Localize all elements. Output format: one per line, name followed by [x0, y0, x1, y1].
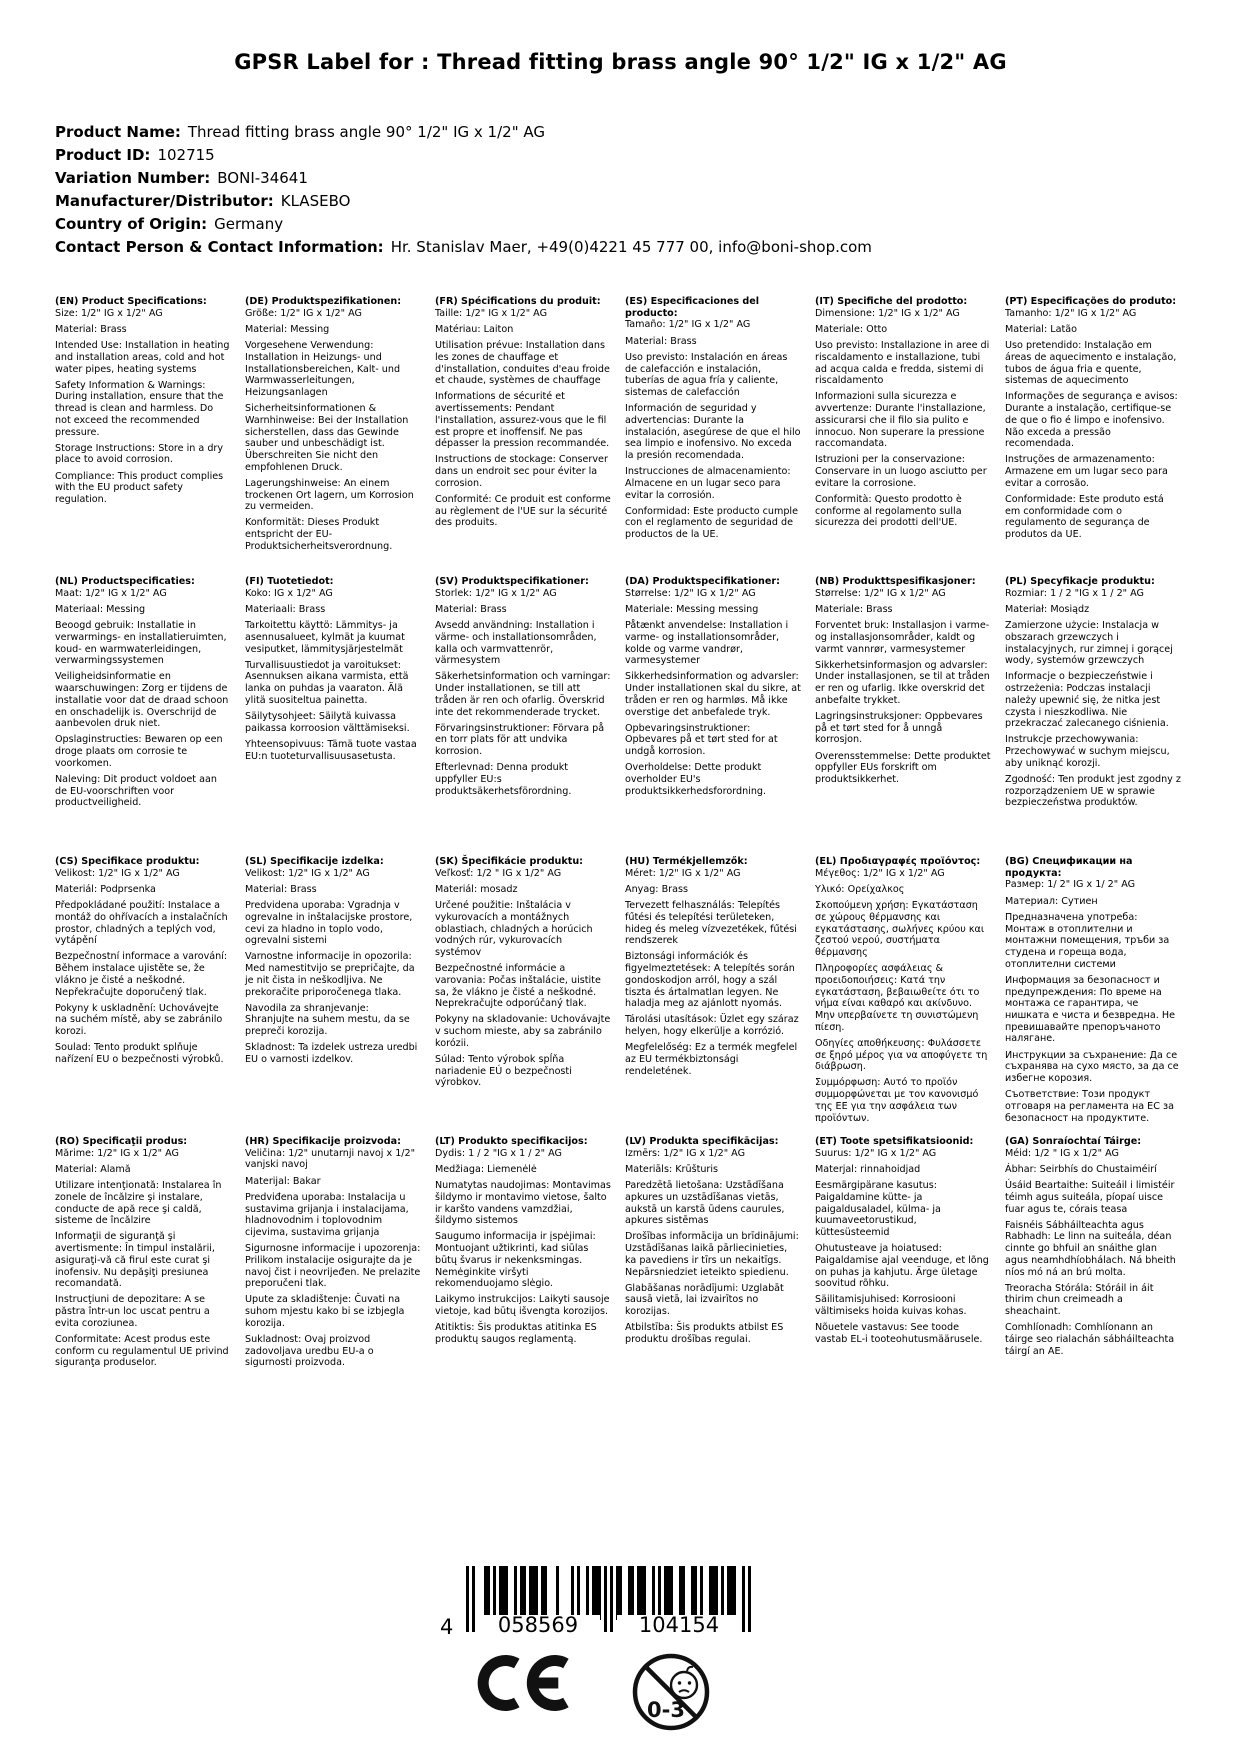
certification-marks: [471, 1652, 711, 1732]
block-paragraph: Υλικό: Ορείχαλκος: [815, 883, 905, 895]
block-paragraph: Sicherheitsinformationen & Warnhinweise: Bei der Installation sicherstellen, dass das Gewinde sauber und unbeschädigt ist. Überschreiten Sie nicht den empfohlenen Druck.: [245, 403, 409, 473]
barcode-right-digits: 104154: [617, 1615, 741, 1636]
block-paragraph: Určené použitie: Inštalácia v vykurovacích a montážnych oblastiach, chladných a horúcich vodných rúr, vykurovacích systémov: [435, 900, 593, 958]
block-paragraph: Conformitate: Acest produs este conform cu regulamentul UE privind siguranţa produselor.: [55, 1334, 229, 1369]
block-paragraph: Инструкции за съхранение: Да се съхранява на сухо място, за да се избегне корозия.: [1005, 1049, 1179, 1084]
product-info-row: [55, 190, 1241, 213]
block-paragraph: Predvidena uporaba: Vgradnja v ogrevalne in inštalacijske prostore, cevi za hladno in toplo vodo, ogrevalni sistemi: [245, 900, 413, 947]
block-paragraph: Material: Brass: [55, 323, 127, 335]
block-header: (NB) Produkttspesifikasjoner:: [815, 576, 976, 587]
lang-block-sl: [245, 856, 421, 1136]
product-info-label: Contact Person & Contact Information:: [55, 238, 384, 256]
language-specifications-grid: [55, 296, 1181, 1369]
lang-block-nb: [815, 576, 991, 856]
block-paragraph: Materiale: Brass: [815, 603, 893, 615]
block-paragraph: Material: Latão: [1005, 323, 1077, 335]
ce-mark-icon: [471, 1652, 571, 1714]
block-paragraph: Tarkoitettu käyttö: Lämmitys- ja asennusalueet, kylmät ja kuumat vesiputket, lämmitysjärjestelmät: [245, 620, 405, 655]
lang-block-hr: [245, 1136, 421, 1369]
block-paragraph: Safety Information & Warnings: During installation, ensure that the thread is clean and harmless. Do not exceed the recommended pressure.: [55, 379, 224, 438]
block-header: (EN) Product Specifications:: [55, 296, 207, 307]
block-paragraph: Varnostne informacije in opozorila: Med namestitvijo se prepričajte, da je nit čista in neškodljiva. Ne prekoračite priporočenega tlaka.: [245, 951, 415, 998]
block-paragraph: Beoogd gebruik: Installatie in verwarmings- en installatieruimten, koud- en warmwaterleidingen, verwarmingssystemen: [55, 620, 227, 667]
block-paragraph: Información de seguridad y advertencias: Durante la instalación, asegúrese de que el hilo sea limpio e inofensivo. No exceda la presión recomendada.: [625, 403, 801, 461]
block-paragraph: Eesmärgipärane kasutus: Paigaldamine kütte- ja paigaldusaladel, külma- ja kuumaveetorustikud, küttesüsteemid: [815, 1180, 941, 1238]
block-paragraph: Matériau: Laiton: [435, 323, 514, 335]
block-paragraph: Naleving: Dit product voldoet aan de EU-voorschriften voor productveiligheid.: [55, 774, 217, 809]
block-paragraph: Storage Instructions: Store in a dry place to avoid corrosion.: [55, 442, 224, 466]
product-info-value: Hr. Stanislav Maer, +49(0)4221 45 777 00, info@boni-shop.com: [390, 238, 872, 256]
block-paragraph: Säilitamisjuhised: Korrosiooni vältimiseks hoida kuivas kohas.: [815, 1294, 967, 1318]
block-paragraph: Säilytysohjeet: Säilytä kuivassa paikassa korroosion välttämiseksi.: [245, 711, 410, 734]
block-paragraph: Overensstemmelse: Dette produktet oppfyller EUs forskrift om produktsikkerhet.: [815, 750, 991, 786]
block-paragraph: Materiaal: Messing: [55, 603, 146, 615]
block-paragraph: Instructions de stockage: Conserver dans un endroit sec pour éviter la corrosion.: [435, 454, 608, 489]
block-paragraph: Avsedd användning: Installation i värme- och installationsområden, kalla och varmvattenrör, värmesystem: [435, 620, 597, 667]
block-paragraph: Uso previsto: Installazione in aree di riscaldamento e installazione, tubi ad acqua calda e fredda, sistemi di riscaldamento: [815, 340, 990, 387]
block-header: (IT) Specifiche del prodotto:: [815, 296, 968, 307]
block-paragraph: Veľkosť: 1/2 " IG x 1/2" AG: [435, 867, 562, 879]
block-paragraph: Mărime: 1/2" IG x 1/2" AG: [55, 1147, 179, 1159]
block-paragraph: Съответствие: Този продукт отговаря на регламента на ЕС за безопасност на продуктите.: [1005, 1089, 1174, 1124]
block-paragraph: Размер: 1/ 2" IG x 1/ 2" AG: [1005, 879, 1136, 891]
block-paragraph: Informazioni sulla sicurezza e avvertenze: Durante l'installazione, assicurarsi che il filo sia pulito e innocuo. Non superare la pressione raccomandata.: [815, 391, 986, 450]
block-paragraph: Paredzētā lietošana: Uzstādīšana apkures un uzstādīšanas vietās, aukstā un karstā ūdens caurules, apkures sistēmas: [625, 1180, 785, 1227]
block-header: (NL) Productspecificaties:: [55, 576, 195, 587]
block-paragraph: Sigurnosne informacije i upozorenja: Prilikom instalacije osigurajte da je navoj čist i neovrijeđen. Ne prelazite preporučeni tlak.: [245, 1243, 421, 1290]
product-info-label: Variation Number:: [55, 169, 211, 187]
block-paragraph: Material: Brass: [435, 603, 507, 615]
block-paragraph: Saugumo informacija ir įspėjimai: Montuojant užtikrinti, kad siūlas būtų švarus ir nekenksmingas. Nemėginkite viršyti rekomenduojamo slėgio.: [435, 1231, 596, 1290]
block-paragraph: Rozmiar: 1 / 2 "IG x 1 / 2" AG: [1005, 587, 1144, 599]
age-warning-0-3-icon: [631, 1652, 711, 1732]
block-paragraph: Sikkerhedsinformation og advarsler: Under installationen skal du sikre, at tråden er ren og harmløs. Må ikke overstige det anbefalede tryk.: [625, 671, 801, 718]
barcode-left-digits: 058569: [476, 1615, 600, 1636]
lang-block-ro: [55, 1136, 231, 1369]
lang-block-fr: [435, 296, 611, 576]
lang-block-lt: [435, 1136, 611, 1369]
block-paragraph: Intended Use: Installation in heating and installation areas, cold and hot water pipes, heating systems: [55, 340, 230, 375]
block-paragraph: Méret: 1/2" IG x 1/2" AG: [625, 867, 741, 879]
block-header: (RO) Specificaţii produs:: [55, 1136, 188, 1147]
block-paragraph: Materiál: Podprsenka: [55, 883, 156, 895]
block-paragraph: Pokyny k uskladnění: Uchovávejte na suchém místě, aby se zabránilo korozi.: [55, 1002, 223, 1038]
product-info-row: [55, 121, 1241, 144]
block-paragraph: Drošības informācija un brīdinājumi: Uzstādīšanas laikā pārliecinieties, ka pavediens ir tīrs un nekaitīgs. Nepārsniedziet ieteikto spiedienu.: [625, 1231, 799, 1278]
block-paragraph: Maat: 1/2" IG x 1/2" AG: [55, 587, 167, 599]
block-paragraph: Material: Messing: [245, 323, 330, 335]
block-paragraph: Materjal: rinnahoidjad: [815, 1163, 921, 1175]
block-paragraph: Instrukcje przechowywania: Przechowywać w suchym miejscu, aby uniknąć korozji.: [1005, 734, 1170, 769]
block-header: (CS) Specifikace produktu:: [55, 856, 200, 867]
lang-block-da: [625, 576, 801, 856]
block-paragraph: Conformité: Ce produit est conforme au règlement de l'UE sur la sécurité des produits.: [435, 494, 611, 529]
block-paragraph: Tárolási utasítások: Üzlet egy száraz helyen, hogy elkerülje a korrózió.: [625, 1014, 799, 1038]
lang-block-fi: [245, 576, 421, 856]
block-header: (LT) Produkto specifikacijos:: [435, 1136, 588, 1147]
lang-block-cs: [55, 856, 231, 1136]
lang-block-pl: [1005, 576, 1181, 856]
block-paragraph: Sukladnost: Ovaj proizvod zadovoljava uredbu EU-a o sigurnosti proizvoda.: [245, 1334, 374, 1369]
block-paragraph: Material: Brass: [625, 335, 697, 347]
block-paragraph: Suurus: 1/2" IG x 1/2" AG: [815, 1147, 937, 1159]
block-paragraph: Glabāšanas norādījumi: Uzglabāt sausā vietā, lai izvairītos no korozijas.: [625, 1282, 784, 1318]
product-info-section: [55, 121, 1241, 259]
product-info-row: [55, 236, 1241, 259]
block-paragraph: Uso previsto: Instalación en áreas de calefacción e instalación, tuberías de agua fría y caliente, sistemas de calefacción: [625, 351, 788, 398]
block-paragraph: Σκοπούμενη χρήση: Εγκατάσταση σε χώρους θέρμανσης και εγκατάστασης, σωλήνες κρύου και ζεστού νερού, συστήματα θέρμανσης: [815, 900, 985, 958]
block-paragraph: Koko: IG x 1/2" AG: [245, 587, 333, 599]
lang-block-de: [245, 296, 421, 576]
block-paragraph: Materijal: Bakar: [245, 1175, 321, 1187]
block-paragraph: Zgodność: Ten produkt jest zgodny z rozporządzeniem UE w sprawie bezpieczeństwa produktów.: [1005, 774, 1181, 809]
block-paragraph: Upute za skladištenje: Čuvati na suhom mjestu kako bi se izbjegla korozija.: [245, 1294, 405, 1329]
block-paragraph: Úsáid Beartaithe: Suiteáil i limistéir téimh agus suiteála, píopaí uisce fuar agus te, córais teasa: [1005, 1180, 1175, 1215]
barcode-lead-digit: 4: [440, 1615, 454, 1639]
page-title: GPSR Label for : Thread fitting brass angle 90° 1/2" IG x 1/2" AG: [234, 50, 1007, 74]
block-paragraph: Materiale: Messing messing: [625, 603, 759, 615]
block-paragraph: Ábhar: Seirbhís do Chustaiméirí: [1005, 1163, 1157, 1175]
ean-barcode: [440, 1566, 751, 1640]
block-header: (SV) Produktspecifikationer:: [435, 576, 589, 587]
block-paragraph: Ohutusteave ja hoiatused: Paigaldamise ajal veenduge, et lõng on puhas ja kahjutu. Ärge ületage soovitud rõhku.: [815, 1243, 989, 1290]
label-footer: [0, 1566, 1241, 1732]
block-paragraph: Velikost: 1/2" IG x 1/2" AG: [245, 867, 370, 879]
lang-block-el: [815, 856, 991, 1136]
block-paragraph: Atbilstība: Šis produkts atbilst ES produktu drošības regulai.: [625, 1322, 784, 1346]
block-paragraph: Velikost: 1/2" IG x 1/2" AG: [55, 867, 180, 879]
block-paragraph: Predviđena uporaba: Instalacija u sustavima grijanja i instalacijama, hladnovodnim i toplovodnim cijevima, sustavima grijanja: [245, 1191, 409, 1238]
block-header: (DE) Produktspezifikationen:: [245, 296, 402, 307]
block-paragraph: Anyag: Brass: [625, 883, 688, 895]
block-paragraph: Compliance: This product complies with the EU product safety regulation.: [55, 470, 224, 506]
block-paragraph: Materiál: mosadz: [435, 883, 518, 895]
block-paragraph: Förvaringsinstruktioner: Förvara på en torr plats för att undvika korrosion.: [435, 722, 605, 758]
product-info-row: [55, 167, 1241, 190]
block-paragraph: Bezpečnostní informace a varování: Během instalace ujistěte se, že vlákno je čisté a neškodné. Nepřekračujte doporučený tlak.: [55, 951, 228, 998]
block-paragraph: Materiāls: Krūšturis: [625, 1163, 719, 1175]
block-paragraph: Numatytas naudojimas: Montavimas šildymo ir montavimo vietose, šalto ir karšto vandens vamzdžiai, šildymo sistemos: [435, 1180, 611, 1227]
block-paragraph: Laikymo instrukcijos: Laikyti sausoje vietoje, kad būtų išvengta korozijos.: [435, 1294, 610, 1318]
block-paragraph: Vorgesehene Verwendung: Installation in Heizungs- und Installationsbereichen, Kalt- und Warmwasserleitungen, Heizungsanlagen: [245, 340, 401, 398]
block-paragraph: Informaţii de siguranţă şi avertismente: În timpul instalării, asiguraţi-vă că firul este curat şi inofensiv. Nu depăşiţi presiunea recomandată.: [55, 1231, 215, 1290]
block-paragraph: Turvallisuustiedot ja varoitukset: Asennuksen aikana varmista, että lanka on puhdas ja vaaraton. Älä ylitä suositeltua painetta.: [245, 659, 409, 706]
block-paragraph: Πληροφορίες ασφάλειας & προειδοποιήσεις: Κατά την εγκατάσταση, βεβαιωθείτε ότι το νήμα είναι καθαρό και ακίνδυνο. Μην υπερβαίνετε τη συνιστώμενη πίεση.: [815, 963, 980, 1033]
product-info-row: [55, 213, 1241, 236]
block-paragraph: Conformidade: Este produto está em conformidade com o regulamento de segurança de produtos da UE.: [1005, 494, 1164, 541]
block-paragraph: Material: Alamă: [55, 1163, 131, 1175]
block-header: (ES) Especificaciones del producto:: [625, 296, 760, 319]
block-paragraph: Méid: 1/2 " IG x 1/2" AG: [1005, 1147, 1119, 1159]
block-paragraph: Uso pretendido: Instalação em áreas de aquecimento e instalação, tubos de água fria e quente, sistemas de aquecimento: [1005, 340, 1177, 387]
product-info-value: Thread fitting brass angle 90° 1/2" IG x 1/2" AG: [187, 123, 545, 141]
block-paragraph: Overholdelse: Dette produkt overholder EU's produktsikkerhedsforordning.: [625, 762, 767, 797]
lang-block-lv: [625, 1136, 801, 1369]
block-paragraph: Größe: 1/2" IG x 1/2" AG: [245, 307, 362, 319]
lang-block-en: [55, 296, 231, 576]
product-info-value: KLASEBO: [280, 192, 351, 210]
block-paragraph: Material: Brass: [245, 883, 317, 895]
block-paragraph: Veiligheidsinformatie en waarschuwingen: Zorg er tijdens de installatie voor dat de draad schoon en onschadelijk is. Overschrijd de aanbevolen druk niet.: [55, 671, 229, 730]
block-paragraph: Bezpečnostné informácie a varovania: Počas inštalácie, uistite sa, že vlákno je čisté a neškodné. Neprekračujte odporúčaný tlak.: [435, 963, 601, 1010]
block-paragraph: Storlek: 1/2" IG x 1/2" AG: [435, 587, 557, 599]
block-paragraph: Konformität: Dieses Produkt entspricht der EU-Produktsicherheitsverordnung.: [245, 517, 393, 552]
block-paragraph: Lagerungshinweise: An einem trockenen Ort lagern, um Korrosion zu vermeiden.: [245, 477, 414, 513]
block-paragraph: Materiaali: Brass: [245, 603, 326, 615]
block-paragraph: Dydis: 1 / 2 "IG x 1 / 2" AG: [435, 1147, 562, 1159]
block-paragraph: Utilisation prévue: Installation dans les zones de chauffage et d'installation, conduites d'eau froide et chaude, systèmes de chauffage: [435, 340, 610, 387]
block-paragraph: Předpokládané použití: Instalace a montáž do ohřívacích a instalačních prostor, chladných a teplých vod, vytápění: [55, 900, 228, 947]
block-paragraph: Instrucţiuni de depozitare: A se păstra într-un loc uscat pentru a evita coroziunea.: [55, 1294, 210, 1329]
product-info-label: Product ID:: [55, 146, 151, 164]
block-header: (LV) Produkta specifikācijas:: [625, 1136, 779, 1147]
lang-block-it: [815, 296, 991, 576]
block-paragraph: Påtænkt anvendelse: Installation i varme- og installationsområder, kolde og varme vandrør, varmesystemer: [625, 620, 789, 667]
block-paragraph: Biztonsági információk és figyelmeztetések: A telepítés során gondoskodjon arról, hogy a szál tiszta és ártalmatlan legyen. Ne haladja meg az ajánlott nyomás.: [625, 951, 795, 1010]
block-paragraph: Sikkerhetsinformasjon og advarsler: Under installasjonen, se til at tråden er ren og ufarlig. Ikke overskrid det anbefalte trykket.: [815, 659, 990, 706]
block-paragraph: Materiał: Mosiądz: [1005, 603, 1090, 615]
lang-block-bg: [1005, 856, 1181, 1136]
product-info-row: [55, 144, 1241, 167]
block-header: (HU) Termékjellemzők:: [625, 856, 748, 867]
block-paragraph: Instrucciones de almacenamiento: Almacene en un lugar seco para evitar la corrosión.: [625, 466, 791, 501]
block-paragraph: Οδηγίες αποθήκευσης: Φυλάσσετε σε ξηρό μέρος για να αποφύγετε τη διάβρωση.: [815, 1037, 988, 1073]
lang-block-ga: [1005, 1136, 1181, 1369]
block-paragraph: Treoracha Stórála: Stóráil in áit thirim chun creimeadh a sheachaint.: [1005, 1282, 1154, 1318]
lang-block-es: [625, 296, 801, 576]
block-paragraph: Medžiaga: Liemenėlė: [435, 1163, 537, 1175]
block-paragraph: Lagringsinstruksjoner: Oppbevares på et tørt sted for å unngå korrosjon.: [815, 711, 983, 746]
block-paragraph: Tamanho: 1/2" IG x 1/2" AG: [1005, 307, 1137, 319]
product-info-value: Germany: [214, 215, 284, 233]
block-paragraph: Istruzioni per la conservazione: Conservare in un luogo asciutto per evitare la corrosione.: [815, 454, 987, 489]
block-paragraph: Instruções de armazenamento: Armazene em um lugar seco para evitar a corrosão.: [1005, 454, 1168, 489]
block-header: (HR) Specifikacije proizvoda:: [245, 1136, 401, 1147]
block-paragraph: Nõuetele vastavus: See toode vastab EL-i tooteohutusmäärusele.: [815, 1322, 983, 1346]
block-paragraph: Tamaño: 1/2" IG x 1/2" AG: [625, 319, 751, 331]
block-paragraph: Informações de segurança e avisos: Durante a instalação, certifique-se de que o fio é limpo e inofensivo. Não exceda a pressão recomendada.: [1005, 391, 1178, 450]
lang-block-sv: [435, 576, 611, 856]
block-header: (PT) Especificações do produto:: [1005, 296, 1177, 307]
block-header: (FI) Tuotetiedot:: [245, 576, 334, 587]
block-paragraph: Utilizare intenţionată: Instalarea în zonele de încălzire şi instalare, conducte de apă rece şi caldă, sisteme de încălzire: [55, 1180, 222, 1227]
block-paragraph: Size: 1/2" IG x 1/2" AG: [55, 307, 163, 319]
block-paragraph: Opbevaringsinstruktioner: Opbevares på et tørt sted for at undgå korrosion.: [625, 722, 778, 758]
block-paragraph: Yhteensopivuus: Tämä tuote vastaa EU:n tuoteturvallisuusasetusta.: [245, 738, 417, 762]
block-paragraph: Dimensione: 1/2" IG x 1/2" AG: [815, 307, 960, 319]
block-paragraph: Forventet bruk: Installasjon i varme- og installasjonsområder, kaldt og varmt vannrør, varmesystemer: [815, 620, 990, 655]
block-header: (GA) Sonraíochtaí Táirge:: [1005, 1136, 1142, 1147]
block-paragraph: Navodila za shranjevanje: Shranjujte na suhem mestu, da se prepreči korozija.: [245, 1002, 410, 1038]
block-paragraph: Informacje o bezpieczeństwie i ostrzeżenia: Podczas instalacji należy upewnić się, że nitka jest czysta i nieszkodliwa. Nie przekraczać zalecanego ciśnienia.: [1005, 671, 1169, 730]
age-warning-text: 0-3: [646, 1698, 685, 1722]
product-info-value: 102715: [157, 146, 215, 164]
block-header: (PL) Specyfikacje produktu:: [1005, 576, 1155, 587]
block-header: (BG) Спецификации на продукта:: [1005, 856, 1133, 879]
block-paragraph: Efterlevnad: Denna produkt uppfyller EU:s produktsäkerhetsförordning.: [435, 762, 572, 797]
block-paragraph: Izmērs: 1/2" IG x 1/2" AG: [625, 1147, 746, 1159]
block-paragraph: Μέγεθος: 1/2" IG x 1/2" AG: [815, 867, 945, 879]
product-info-label: Product Name:: [55, 123, 181, 141]
block-paragraph: Soulad: Tento produkt splňuje nařízení EU o bezpečnosti výrobků.: [55, 1042, 224, 1066]
lang-block-et: [815, 1136, 991, 1369]
block-paragraph: Faisnéis Sábháilteachta agus Rabhadh: Le linn na suiteála, déan cinnte go bhfuil an snáithe glan agus neamhdhíobhálach. Ná bheith níos mó ná an brú molta.: [1005, 1219, 1176, 1278]
block-header: (DA) Produktspecifikationer:: [625, 576, 780, 587]
block-paragraph: Conformidad: Este producto cumple con el reglamento de seguridad de productos de la UE.: [625, 505, 798, 541]
block-paragraph: Предназначена употреба: Монтаж в отоплителни и монтажни помещения, тръби за студена и гореща вода, отоплителни системи: [1005, 911, 1170, 970]
block-paragraph: Comhlíonadh: Comhlíonann an táirge seo rialachán sábháilteachta táirgí an AE.: [1005, 1322, 1175, 1357]
lang-block-hu: [625, 856, 801, 1136]
block-paragraph: Материал: Сутиен: [1005, 895, 1098, 907]
block-paragraph: Conformità: Questo prodotto è conforme al regolamento sulla sicurezza dei prodotti dell'UE.: [815, 494, 962, 529]
block-paragraph: Størrelse: 1/2" IG x 1/2" AG: [625, 587, 756, 599]
block-paragraph: Súlad: Tento výrobok spĺňa nariadenie EÚ o bezpečnosti výrobkov.: [435, 1054, 572, 1089]
block-paragraph: Informations de sécurité et avertissements: Pendant l'installation, assurez-vous que le fil est propre et inoffensif. Ne pas dépasser la pression recommandée.: [435, 391, 610, 450]
lang-block-nl: [55, 576, 231, 856]
block-paragraph: Skladnost: Ta izdelek ustreza uredbi EU o varnosti izdelkov.: [245, 1042, 418, 1066]
block-paragraph: Materiale: Otto: [815, 323, 888, 335]
block-paragraph: Tervezett felhasználás: Telepítés fűtési és telepítési területeken, hideg és meleg vízvezetékek, fűtési rendszerek: [625, 900, 797, 947]
block-paragraph: Opslaginstructies: Bewaren op een droge plaats om corrosie te voorkomen.: [55, 734, 223, 769]
block-header: (ET) Toote spetsifikatsioonid:: [815, 1136, 974, 1147]
lang-block-pt: [1005, 296, 1181, 576]
block-paragraph: Atitiktis: Šis produktas atitinka ES produktų saugos reglamentą.: [435, 1322, 597, 1346]
block-paragraph: Συμμόρφωση: Αυτό το προϊόν συμμορφώνεται με τον κανονισμό της ΕΕ για την ασφάλεια των προϊόντων.: [815, 1077, 979, 1124]
product-info-value: BONI-34641: [217, 169, 308, 187]
block-header: (SL) Specifikacije izdelka:: [245, 856, 384, 867]
block-paragraph: Taille: 1/2" IG x 1/2" AG: [435, 307, 548, 319]
block-paragraph: Pokyny na skladovanie: Uchovávajte v suchom mieste, aby sa zabránilo korózii.: [435, 1014, 611, 1049]
block-paragraph: Megfelelőség: Ez a termék megfelel az EU termékbiztonsági rendeletének.: [625, 1042, 798, 1077]
block-header: (SK) Špecifikácie produktu:: [435, 856, 584, 867]
block-paragraph: Säkerhetsinformation och varningar: Under installationen, se till att tråden är ren och ofarlig. Överskrid inte det rekommenderade trycket.: [435, 671, 611, 718]
block-paragraph: Størrelse: 1/2" IG x 1/2" AG: [815, 587, 946, 599]
block-header: (EL) Προδιαγραφές προϊόντος:: [815, 856, 981, 867]
block-header: (FR) Spécifications du produit:: [435, 296, 601, 307]
block-paragraph: Информация за безопасност и предупреждения: По време на монтажа се гарантира, че нишката е чиста и безвредна. Не превишавайте препоръчаното налягане.: [1005, 974, 1175, 1045]
block-paragraph: Zamierzone użycie: Instalacja w obszarach grzewczych i instalacyjnych, rur zimnej i gorącej wody, systemów grzewczych: [1005, 620, 1173, 667]
lang-block-sk: [435, 856, 611, 1136]
product-info-label: Manufacturer/Distributor:: [55, 192, 274, 210]
product-info-label: Country of Origin:: [55, 215, 208, 233]
block-paragraph: Veličina: 1/2" unutarnji navoj x 1/2" vanjski navoj: [245, 1147, 416, 1171]
